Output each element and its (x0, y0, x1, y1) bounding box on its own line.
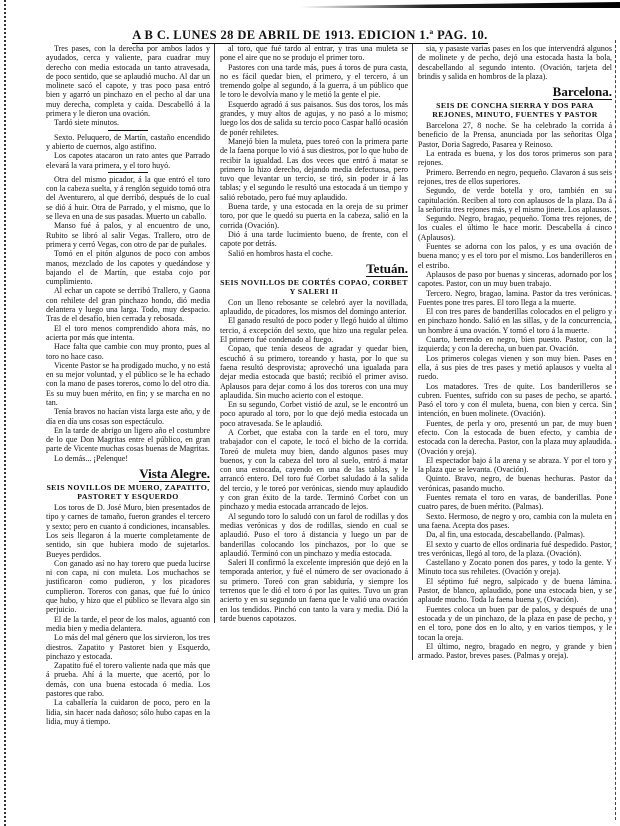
article-paragraph: Los capotes atacaron un rato antes que Parrado elevará la vara primera, y el toro huyó. (46, 151, 210, 170)
article-paragraph: Los toros de D. José Muro, bien presentados de tipo y carnes de tamaño, fueron grandes el tercero y sexto; pero en cuanto á condiciones, incansables. Los seis llegaron á la muerte completamente de sentido, sin que hubiera modo de sujetarlos. Bueyes perdidos. (46, 503, 210, 559)
article-paragraph: El espectador bajo á la arena y se abraza. Y por el toro y la plaza que se levanta. (Ovación). (418, 455, 612, 475)
article-paragraph: Fuentes remata el toro en varas, de banderillas. Pone cuatro pares, de buen mérito. (Palmas). (418, 493, 612, 512)
article-paragraph: Tenía bravos no hacían vista larga este año, y de día en día uns cosas son espectáculo. (46, 407, 210, 426)
section-heading: Vista Alegre. (139, 466, 210, 482)
article-paragraph: Manejó bien la muleta, pues toreó con la primera parte de la faena porque lo vió á sus diestros, por lo que hubo de recibir la igualdad. Las dos veces que entró á matar se primero lo hizo derecho, dejando media defectuosa, pero tuvo que levantar un tercio, se tiró, sin poder ir á las tablas; y el segundo le resultó una estocada á un tiempo y salió rebotado, pero fué muy aplaudido. (220, 136, 408, 202)
article-paragraph: Sexto. Peluquero, de Martín, castaño encendido y abierto de cuernos, algo astifino. (46, 132, 210, 151)
article-paragraph: La caballería la cuidaron de poco, pero en la lidia, sin hacer nada dañoso; sólo hubo capas en la lidia, muy á tiempo. (46, 698, 210, 726)
article-paragraph: Al segundo toro lo saludó con un farol de rodillas y dos medias verónicas y dos de rodillas, siendo en cual se aplaudió. Puso el toro á distancia y luego un par de banderillas colocando los pinchazos, por lo que se aplaudió. Terminó con un pinchazo y media estocada. (220, 511, 408, 558)
column-3 (412, 44, 612, 660)
article-paragraph: La entrada es buena, y los dos toros primeros son para rejones. (418, 149, 612, 168)
article-paragraph: Da, al fin, una estocada, descabellando. (Palmas). (426, 530, 585, 540)
article-paragraph: Manso fué á palos, y al encuentro de uno, Rubito se libró al salir Vegas. Trallero, otro de primera y cerró Vegas, con otro de par de puñales. (46, 221, 210, 249)
article-paragraph: Lo demás... ¡Pelenque! (54, 453, 128, 463)
article-paragraph: El de la tarde, el peor de los malos, aguantó con media bien y media delantera. (46, 614, 210, 633)
section-subheading: SEIS DE CONCHA SIERRA Y DOS PARA REJONES, MINUTO, FUENTES Y PASTOR (432, 101, 598, 120)
article-paragraph: Salió en hombros hasta el coche. (228, 248, 333, 258)
divider (108, 172, 148, 173)
article-paragraph: Dió á una tarde lucimiento bueno, de frente, con el capote por detrás. (220, 229, 408, 249)
article-paragraph: Copao, que tenía deseos de agradar y quedar bien, escuchó á su primero, toreando y hasta, por lo que su faena resultó desprovista; aprovechó una igualada para dejar media estocada que bastó; recibió el primer aviso. Aplausos para dejar como á los dos toreros con una muy aplaudida. Sin mucho acierto con el estoque. (220, 344, 408, 400)
page-edge (614, 40, 616, 820)
column-2 (214, 44, 408, 623)
article-paragraph: En la tarde de abrigo un ligero año el costumbre de lo que Don Magritas entre el público, en gran parte de Vicente muchas cosas buenas de Magritas. (46, 425, 210, 454)
article-paragraph: Segundo. Negro, bragao, pequeño. Toma tres rejones, de los cuales el último le hace morir. Descabella á cinco (Aplausos). (418, 214, 612, 242)
article-paragraph: Los matadores. Tres de quite. Los banderilleros se cubren. Fuentes, sufrido con su pases de pecho, se apartó. Pasó el toro y con él muleta, buena, con bien y cerca. Sin intención, en buen molinete. (Ovación). (418, 381, 612, 419)
article-paragraph: Saleri II confirmó la excelente impresión que dejó en la temporada anterior, y fué el número de ser ovacionado á su primero. Toreó con gran sabiduría, y siempre los terrenos que le dió el toro ó por las quites. Tuvo un gran acierto y en su segundo un faena que le valió una ovación en los tendidos. Pinchó con tanto la vara y media. Dió la tarde buenos capotazos. (220, 558, 408, 623)
article-paragraph: El el toro menos comprendido ahora más, no acierta por más que intenta. (46, 323, 210, 342)
article-paragraph: Otra del mismo picador, á la que entró el toro con la cabeza suelta, y á renglón seguido tomó otra del Aventurero, al que derribó, después de lo cual se dió á huir. Otra de Parrado, y el mismo, que lo se lleva en una de sus pasadas. Muerto un caballo. (46, 174, 210, 222)
article-paragraph: El ganado resultó de poco poder y llegó huido al último tercio, á excepción del sexto, que hizo una regular pelea. El primero fué condenado al fuego. (220, 316, 408, 345)
article-paragraph: Hace falta que cambie con muy pronto, pues al toro no hace caso. (46, 342, 210, 361)
article-paragraph: Pastores con una tarde más, pues á toros de pura casta, no es fácil quedar bien, el primero, y el tercero, á un tremendo golpe al segundo, á la guerra, á un público que le toro le devolvía mano y le metió la gente el pie. (220, 62, 408, 100)
article-paragraph: Sexto. Hermoso, de negro y oro, cambia con la muleta en una faena. Acepta dos pases. (418, 511, 612, 530)
article-paragraph: El séptimo fué negro, salpicado y de buena lámina. Pastor, de blanco, aplaudido, pone una estocada bien, y se aplaude mucho. Toda la faena buena y, (Ovación). (418, 576, 612, 605)
section-heading: Barcelona. (552, 84, 612, 100)
article-paragraph: El último, negro, bragado en negro, y grande y bien armado. Pastor, breves pases. (Palmas y oreja). (418, 641, 612, 661)
article-paragraph: Tercero. Negro, bragao, lamina. Pastor da tres verónicas. Fuentes pone tres pares. El toro llega a la muerte. (418, 288, 612, 307)
article-paragraph: Vicente Pastor se ha prodigado mucho, y no está en su mejor voluntad, y el público se le ha echado con la mano de pases toreros, como lo del otro día. Es su muy buen mérito, en fin; y se marcha en no tan. (46, 360, 210, 407)
column-1 (46, 44, 210, 726)
article-paragraph: Cuarto, berrendo en negro, bien puesto. Pastor, con la izquierda; y con la derecha, un buen par. Ovación. (418, 335, 612, 354)
article-paragraph: Tardó siete minutos. (54, 118, 119, 128)
article-paragraph: al toro, que fué tardo al entrar, y tras una muleta se pone el aire que no se produjo el primer toro. (220, 44, 408, 63)
article-paragraph: Fuentes, de perla y oro, presentó un par, de muy buen efecto. Con la estocada de buen efecto, y cambia de estocada con la derecha. Pastor, con la plaza muy aplaudida. (Ovación y oreja). (418, 418, 612, 456)
article-paragraph: Barcelona 27, 8 noche. Se ha celebrado la corrida á beneficio de la Prensa, anunciada por las señoritas Olga Pastor, Doria Sagredo, Pasarea y Reinoso. (418, 121, 612, 149)
article-paragraph: Esquerdo agradó á sus paisanos. Sus dos toros, los más grandes, y muy altos de agujas, y no pasó a lo mismo; luego los dos de salida su tercio poco Caspar halló ocasión de ponér rehiletes. (220, 99, 408, 137)
article-paragraph: Al echar un capote se derribó Trallero, y Gaona con rehilete del gran pinchazo hondo, dió media delantera y luego una larga. Todo, muy despacio. Tras de el desafío, bien cerrada y rebosada. (46, 286, 210, 324)
article-paragraph: Fuentes se adorna con los palos, y es una ovación de buena mano; y es el toro por el mismo. Los banderilleros en el estribo. (418, 242, 612, 270)
article-paragraph: Fuentes coloca un buen par de palos, y después de una estocada y de un pinchazo, de la plaza en pase de pecho, y en el toro, pone dos en lo alto, y en varios tiempos, y le tocan la oreja. (418, 604, 612, 642)
article-paragraph: Quinto. Bravo, negro, de buenas hechuras. Pastor da verónicas, pasando mucho. (418, 474, 612, 493)
article-paragraph: Primero. Berrendo en negro, pequeño. Clavaron á sus seis rejones, tres de ellos superiores. (418, 167, 612, 186)
article-paragraph: El sexto y cuarto de ellos ordinaria fué despedido. Pastor, tres verónicas, llegó al toro, de la plaza. (Ovación). (418, 539, 612, 558)
scan-artifact (300, 2, 620, 8)
divider (108, 130, 148, 131)
article-paragraph: Tres pases, con la derecha por ambos lados y ayudados, cerca y valiente, para cuadrar muy derecho con media estocada un tanto atravesada, de poco sentido, que se aplaudió mucho. Al dar un molinete sacó el capote, y tras poco pasa entró bien y agarró un pinchazo en el pecho al dar una muy derecha, completa y caída. Descabelló á la primera y le dieron una ovación. (46, 44, 210, 119)
article-paragraph: Con ganado así no hay torero que pueda lucirse ni con capa, ni con muleta. Los muchachos se justificaron como pudieron, y los picadores cumplieron. Toreros con ganas, que fué lo único que hubo, y hizo que el público se llevara algo sin perjuicio. (46, 558, 210, 615)
article-paragraph: Segundo, de verde botella y oro, también en su capitulación. Reciben al toro con aplausos de la plaza. Da á la señorita tres rejones más, y el mismo jinete. Los aplausos. (418, 186, 612, 214)
section-heading: Tetuán. (366, 260, 408, 276)
article-paragraph: Lo más del mal género que los sirvieron, los tres diestros. Zapatito y Pastoret bien y Esquerdo, pinchazo y estocada. (46, 633, 210, 661)
page-binding-edge (4, 0, 14, 826)
article-paragraph: El con tres pares de banderillas colocados en el peligro y en pinchazo hondo. Salió en las sillas, y de la concurrencia, un hombre á una ovación. Y tornó el toro á la muerte. (418, 307, 612, 335)
article-paragraph: Castellano y Zocato ponen dos pares, y todo la gente. Y Minuto toca sus rehiletes. (Ovación y oreja). (418, 558, 612, 577)
page-header: A B C. LUNES 28 DE ABRIL DE 1913. EDICION 1.ª PAG. 10. (132, 28, 488, 42)
article-paragraph: sia, y pasaste varias pases en los que intervendrá algunos de molinete y de pecho, dejó una estocada hasta la bola, descabellando al segundo intento. (Ovación, tarjeta del brindis y salida en hombros de la plaza). (418, 44, 612, 81)
article-paragraph: Tomó en el pitón algunos de poco con ambos manos, mezclado de los capotes y quedándose y bajando el de Martín, que estaba cojo por cumplimiento. (46, 249, 210, 287)
section-subheading: SEIS NOVILLOS DE MUERO, ZAPATITO, PASTORET Y ESQUERDO (46, 483, 210, 502)
article-paragraph: Los primeros colegas vienen y son muy bien. Pases en ella, á sus pies de tres pases y metió aplausos y vuelta al ruedo. (418, 353, 612, 382)
article-paragraph: Buena tarde, y una estocada en la oreja de su primer toro, por que le quedó su puerta en la cabeza, salió en la corrida (Ovación). (220, 202, 408, 230)
article-paragraph: Zapatito fué el torero valiente nada que más que á prueba. Ahí á la muerte, que acertó, por lo demás, con una buena estocada ó media. Los pastores que rabo. (46, 661, 210, 698)
article-paragraph: En su segundo, Corbet vistió de azul, se le encontró un poco apurado al toro, por lo que dejó media estocada un poco atravesada. Se le aplaudió. (220, 400, 408, 428)
article-paragraph: Con un lleno rebosante se celebró ayer la novillada, aplaudido, de picadores, los mismos del domingo anterior. (220, 297, 408, 317)
article-paragraph: Aplausos de paso por buenas y sinceras, adornado por los capotes. Pastor, con un muy buen trabajo. (418, 269, 612, 289)
article-paragraph: A Corbet, que estaba con la tarde en el toro, muy trabajador con el capote, le tocó el bicho de la corrida. Toreó de muleta muy bien, dando algunos pases muy buenos, y con la cabeza del toro al suelo, entró á matar con una estocada, cayendo en una de las tablas, y le arrancó entero. Del toro fué Corbet saludado á la salida del tercio, y le toreó por verónicas, siendo muy aplaudido y con gran éxito de la tarde. Terminó Corbet con un pinchazo y media estocada arrancado de lejos. (220, 427, 408, 512)
section-subheading: SEIS NOVILLOS DE CORTÉS COPAO, CORBET Y SALERI II (220, 277, 408, 296)
